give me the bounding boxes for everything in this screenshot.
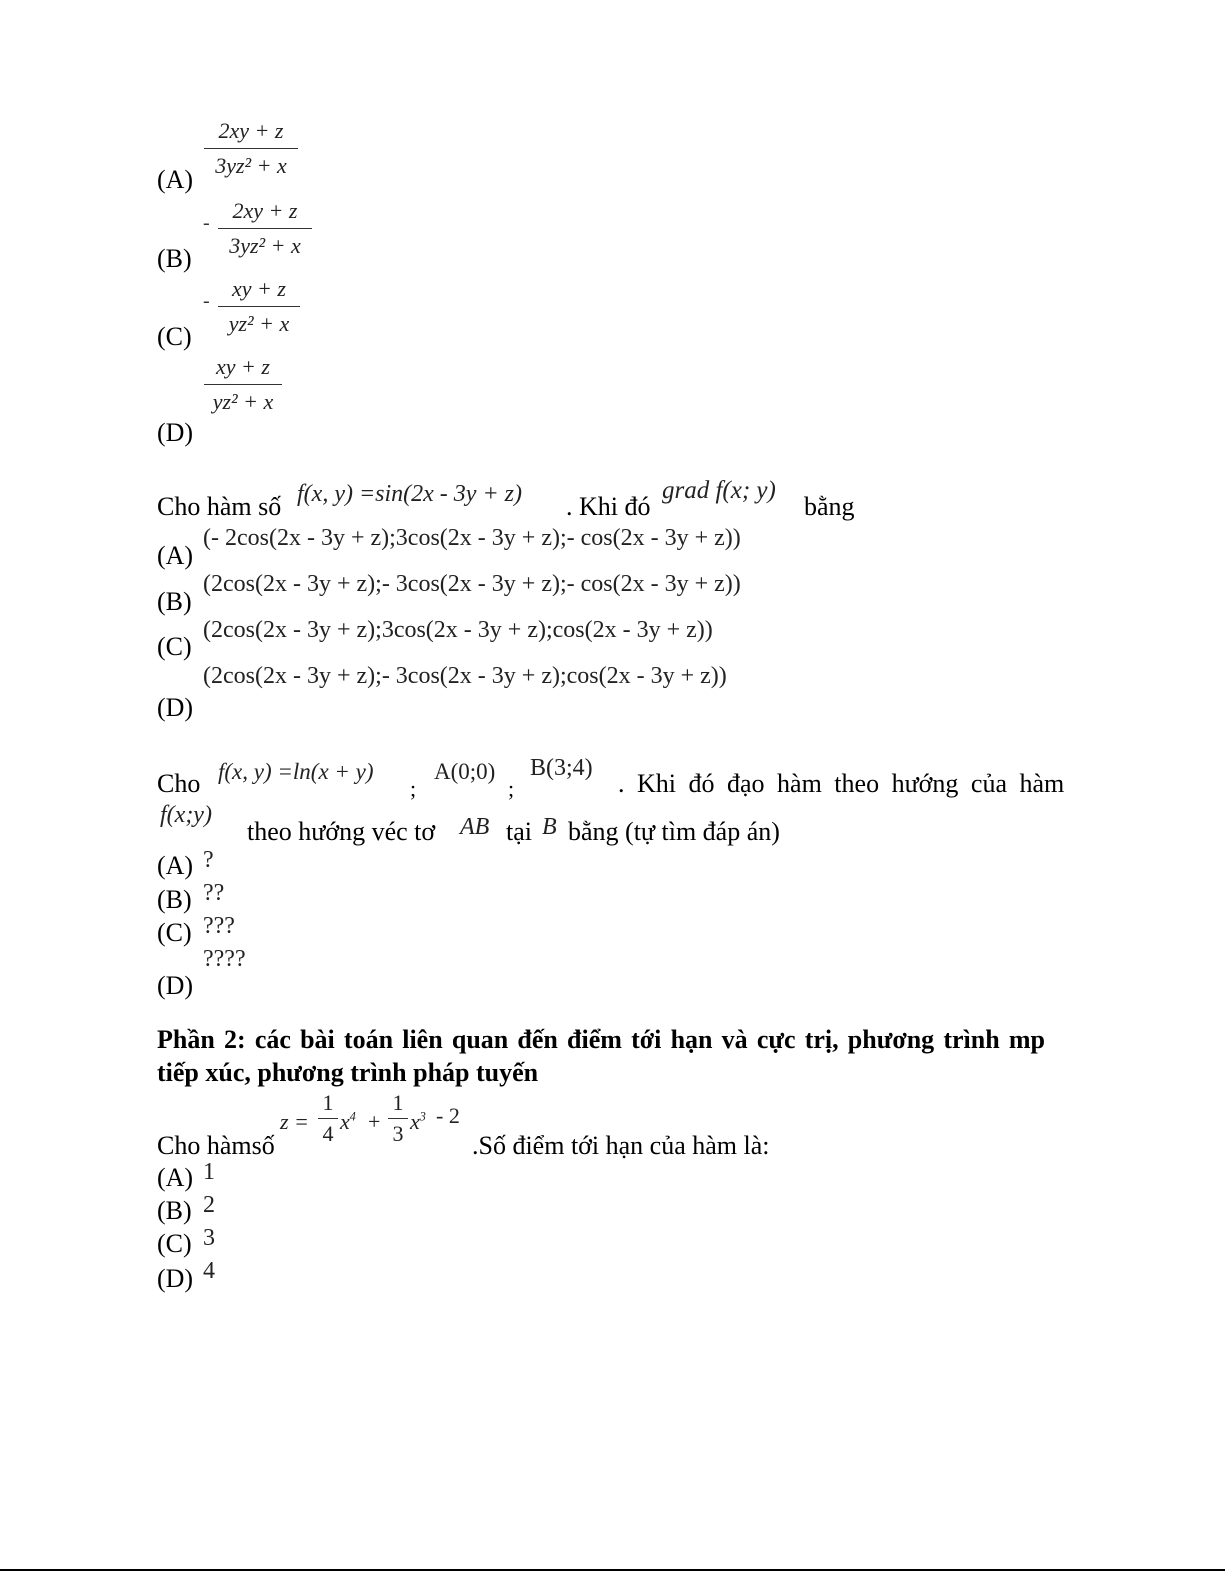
separator: ;: [410, 776, 417, 801]
option-d-value: 4: [203, 1258, 215, 1284]
option-b-label[interactable]: (B): [157, 885, 192, 914]
question-stem-end: bằng (tự tìm đáp án): [568, 817, 780, 846]
option-c-value: 3: [203, 1225, 215, 1251]
option-a-value: ?: [203, 847, 214, 873]
option-b-label[interactable]: (B): [157, 244, 192, 273]
fraction-numerator: 2xy + z: [218, 118, 284, 143]
option-c-label[interactable]: (C): [157, 632, 192, 661]
fraction-denominator: 3yz² + x: [215, 153, 287, 178]
fraction-bar: [388, 1118, 408, 1119]
option-a-fraction: [204, 118, 298, 179]
fraction-numerator: 2xy + z: [232, 198, 298, 223]
option-c-label[interactable]: (C): [157, 1229, 192, 1258]
option-b-label[interactable]: (B): [157, 587, 192, 616]
minus-sign: -: [203, 290, 210, 312]
point-b-symbol: B: [542, 814, 557, 840]
fraction-bar: [204, 148, 298, 149]
page-bottom-border: [0, 1569, 1225, 1571]
vector-ab: AB: [460, 814, 490, 840]
point-a: A(0;0): [434, 759, 496, 784]
option-b-label[interactable]: (B): [157, 1196, 192, 1225]
fraction-numerator: 1: [322, 1090, 334, 1115]
option-b-fraction: [218, 198, 312, 259]
section-heading-line2: tiếp xúc, phương trình pháp tuyến: [157, 1058, 539, 1087]
minus-sign: -: [203, 212, 210, 234]
function-expression: f(x, y) =sin(2x - 3y + z): [297, 481, 522, 507]
x-power-4: $x^4$: [340, 1109, 356, 1134]
option-d-label[interactable]: (D): [157, 693, 194, 722]
option-b-expression: (2cos(2x - 3y + z);- 3cos(2x - 3y + z);- cos(2x - 3y + z)): [203, 571, 741, 597]
option-a-label[interactable]: (A): [157, 851, 194, 880]
option-d-label[interactable]: (D): [157, 418, 194, 447]
fraction-numerator: 1: [392, 1090, 404, 1115]
question-stem-cho: Cho: [157, 769, 201, 798]
option-a-label[interactable]: (A): [157, 165, 194, 194]
option-c-expression: (2cos(2x - 3y + z);3cos(2x - 3y + z);cos(2x - 3y + z)): [203, 617, 713, 643]
function-expression: f(x, y) =ln(x + y): [218, 759, 374, 784]
option-a-label[interactable]: (A): [157, 1163, 194, 1192]
option-d-label[interactable]: (D): [157, 971, 194, 1000]
option-d-value: ????: [203, 946, 246, 972]
minus-two: - 2: [436, 1103, 460, 1128]
option-a-value: 1: [203, 1159, 215, 1185]
fraction-bar: [318, 1118, 338, 1119]
fraction-denominator: yz² + x: [212, 389, 274, 414]
fraction-bar: [218, 228, 312, 229]
option-d-expression: (2cos(2x - 3y + z);- 3cos(2x - 3y + z);cos(2x - 3y + z)): [203, 663, 727, 689]
z-equals: z =: [280, 1109, 309, 1134]
fraction-denominator: 3yz² + x: [229, 233, 301, 258]
fraction-denominator: 4: [322, 1121, 334, 1146]
function-fxy: f(x;y): [160, 802, 212, 828]
gradient-expression: grad f(x; y): [662, 477, 776, 504]
option-b-value: 2: [203, 1192, 215, 1218]
point-b: B(3;4): [530, 755, 593, 781]
option-b-value: ??: [203, 880, 225, 906]
option-c-value: ???: [203, 913, 235, 939]
option-a-label[interactable]: (A): [157, 541, 194, 570]
question-stem-line2: theo hướng véc tơ: [247, 817, 436, 846]
option-c-fraction: [218, 276, 300, 337]
question-stem-tai: tại: [506, 817, 532, 846]
question-stem-prefix: Cho hàmsố: [157, 1131, 275, 1160]
fraction-one-quarter: [318, 1090, 338, 1147]
fraction-bar: [204, 384, 282, 385]
separator: ;: [508, 776, 515, 801]
option-a-expression: (- 2cos(2x - 3y + z);3cos(2x - 3y + z);- cos(2x - 3y + z)): [203, 525, 741, 551]
fraction-bar: [218, 306, 300, 307]
question-stem-prefix: Cho hàm số: [157, 492, 282, 521]
question-stem-mid: . Khi đó: [566, 492, 651, 521]
x-power-3: $x^3$: [410, 1109, 426, 1134]
question-stem-suffix: bằng: [804, 492, 855, 521]
option-d-label[interactable]: (D): [157, 1264, 194, 1293]
option-d-fraction: [204, 354, 282, 415]
section-heading-line1: Phần 2: các bài toán liên quan đến điểm tới hạn và cực trị, phương trình mp: [157, 1025, 1045, 1054]
question-stem-tail: . Khi đó đạo hàm theo hướng của hàm: [618, 769, 1065, 798]
fraction-one-third: [388, 1090, 408, 1147]
option-c-label[interactable]: (C): [157, 918, 192, 947]
plus-sign: +: [368, 1109, 381, 1134]
option-c-label[interactable]: (C): [157, 322, 192, 351]
fraction-numerator: xy + z: [216, 354, 270, 379]
fraction-numerator: xy + z: [232, 276, 286, 301]
fraction-denominator: 3: [392, 1121, 404, 1146]
fraction-denominator: yz² + x: [228, 311, 290, 336]
question-stem-suffix: .Số điểm tới hạn của hàm là:: [472, 1131, 770, 1160]
